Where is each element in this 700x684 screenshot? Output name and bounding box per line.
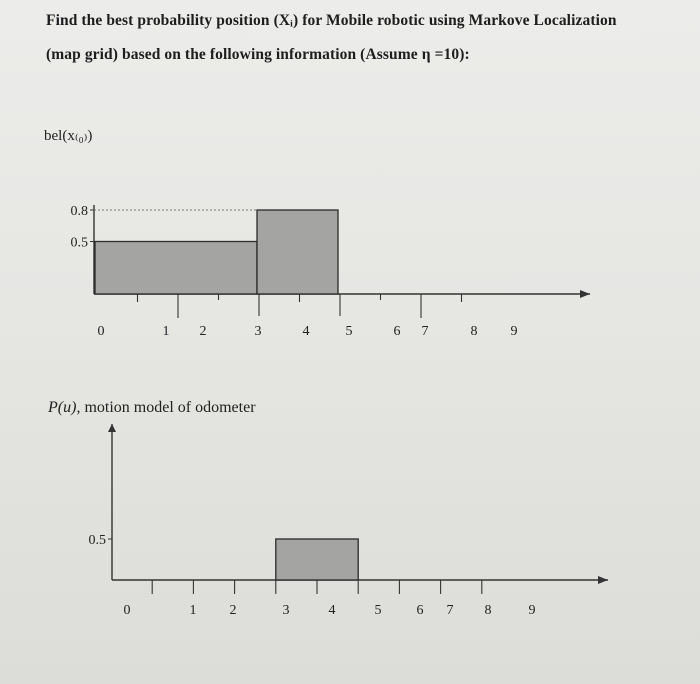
y-tick-label: 0.5 [70,235,88,251]
x-tick-label: 6 [416,603,424,618]
y-axis-arrow [108,424,116,432]
x-tick-label: 0 [123,603,131,618]
x-tick-label: 8 [470,324,478,339]
x-tick-label: 7 [446,603,454,618]
chart-bar [257,210,338,294]
x-axis-arrow [598,576,608,584]
problem-line-2: (map grid) based on the following information (Assume η =10): [46,46,470,63]
y-tick-label: 0.5 [88,533,106,548]
x-tick-label: 3 [282,603,290,618]
belief-chart [44,128,590,339]
x-tick-label: 7 [421,324,429,339]
x-tick-label: 6 [393,324,401,339]
y-tick-label: 0.8 [70,204,88,219]
x-tick-label: 4 [302,324,310,339]
problem-line-1: Find the best probability position (Xᵢ) for Mobile robotic using Markove Localization [46,12,617,29]
chart-bar [95,242,257,295]
x-tick-label: 4 [328,603,336,618]
x-axis-arrow [580,290,590,298]
chart-title-symbol: P(u) [48,399,77,416]
chart-bar [276,539,358,580]
x-tick-label: 2 [229,603,237,618]
x-tick-label: 2 [199,324,207,339]
x-tick-label: 3 [254,324,262,339]
chart-title-text: , motion model of odometer [76,399,256,416]
x-tick-label: 9 [510,324,518,339]
x-tick-label: 5 [374,603,382,618]
x-tick-label: 9 [528,603,536,618]
motion-model-chart [47,399,608,618]
x-tick-label: 1 [162,324,170,339]
x-tick-label: 0 [97,324,105,339]
x-tick-label: 8 [484,603,492,618]
x-tick-label: 1 [189,603,197,618]
chart-title [47,399,256,416]
y-axis-label: bel(x₍₀₎) [44,128,93,144]
x-tick-label: 5 [345,324,353,339]
